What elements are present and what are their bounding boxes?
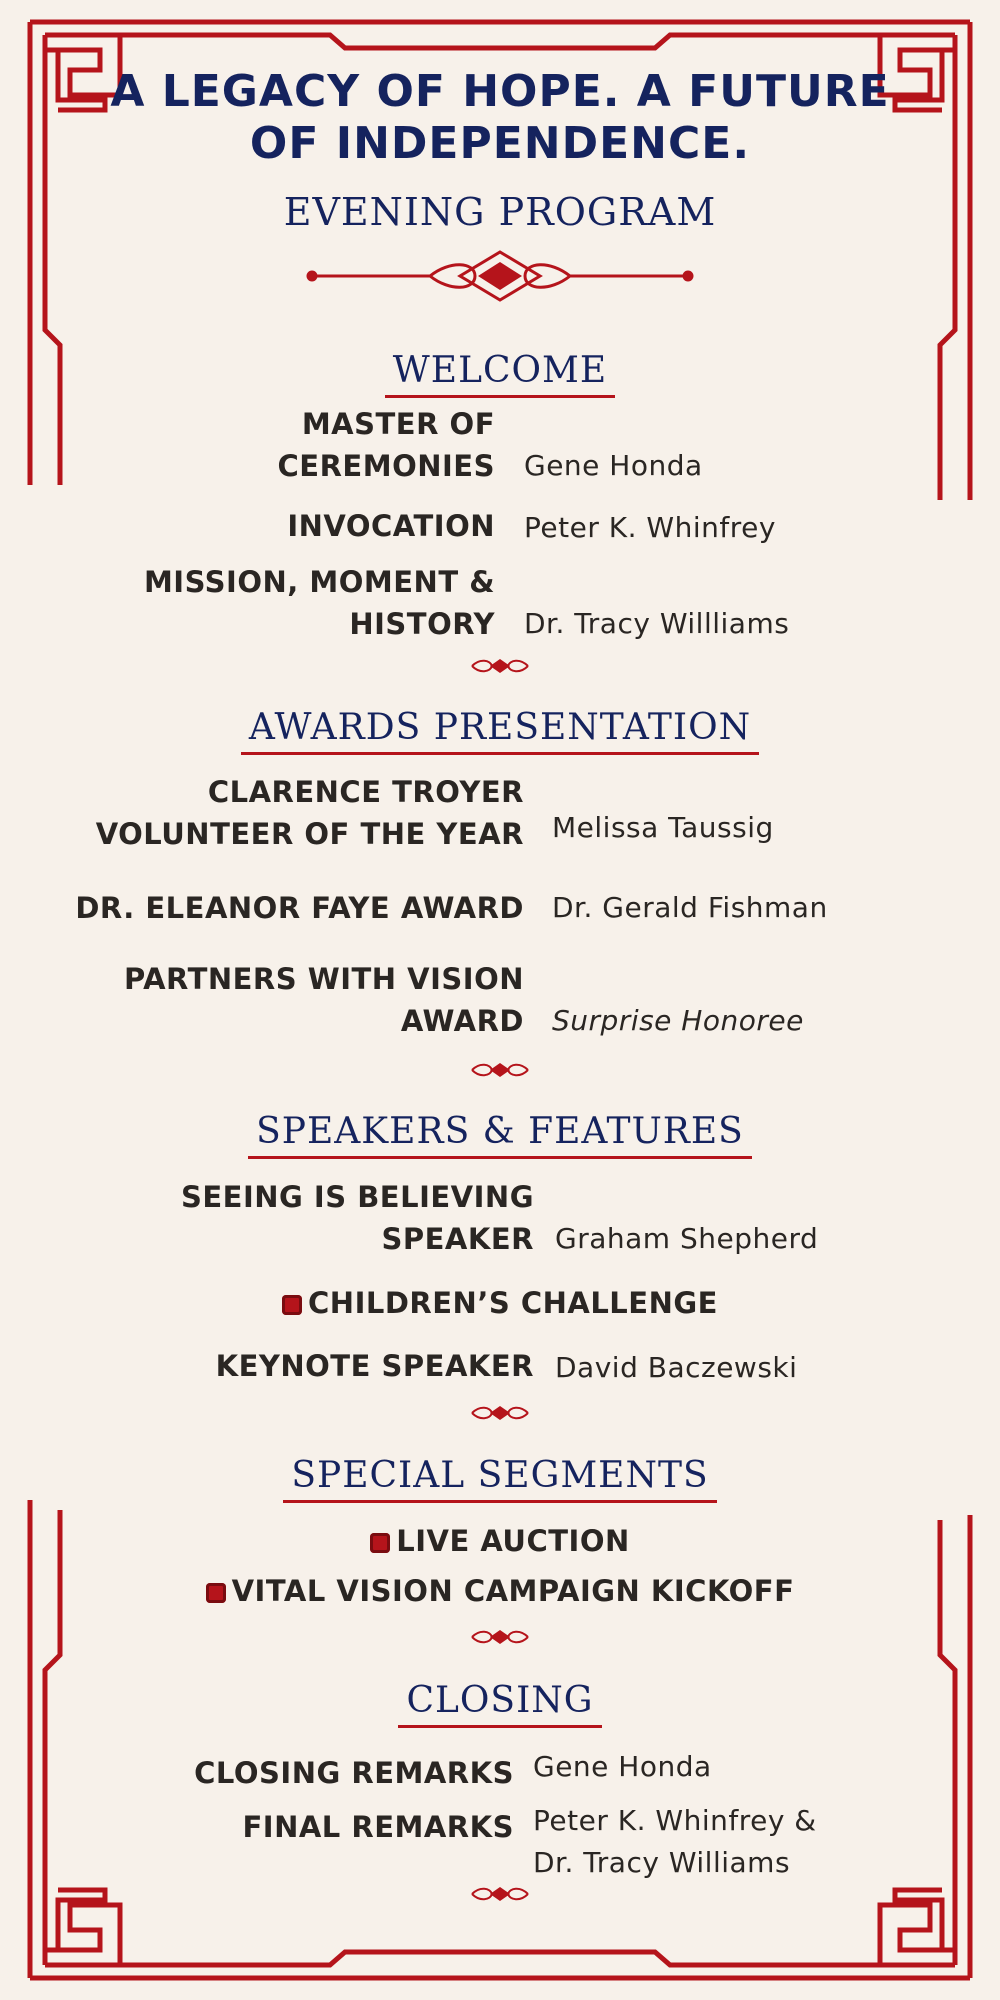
program-item-centered: LIVE AUCTION (0, 1520, 1000, 1562)
row-value: Peter K. Whinfrey (524, 511, 776, 544)
row-value: Graham Shepherd (555, 1222, 819, 1255)
section-heading-awards: AWARDS PRESENTATION (0, 707, 1000, 755)
row-value: Surprise Honoree (552, 1004, 804, 1037)
row-label: PARTNERS WITH VISION AWARD (124, 962, 524, 1038)
section-heading-special: SPECIAL SEGMENTS (0, 1455, 1000, 1503)
small-ornament-icon (468, 1060, 532, 1080)
row-label: INVOCATION (287, 509, 495, 543)
section-heading-welcome: WELCOME (0, 350, 1000, 398)
bullet-icon (282, 1295, 302, 1315)
row-label: CLOSING REMARKS (194, 1756, 514, 1790)
row-label: KEYNOTE SPEAKER (215, 1349, 534, 1383)
bullet-icon (206, 1583, 226, 1603)
row-label: MISSION, MOMENT & HISTORY (143, 565, 495, 641)
row-value: David Baczewski (555, 1351, 798, 1384)
row-label: DR. ELEANOR FAYE AWARD (75, 891, 524, 925)
row-label: FINAL REMARKS (242, 1810, 514, 1844)
bullet-icon (370, 1533, 390, 1553)
row-label: SEEING IS BELIEVING SPEAKER (180, 1180, 534, 1256)
section-heading-closing: CLOSING (0, 1680, 1000, 1728)
row-value: Gene Honda (524, 449, 703, 482)
section-heading-speakers: SPEAKERS & FEATURES (0, 1111, 1000, 1159)
row-label: CLARENCE TROYER VOLUNTEER OF THE YEAR (95, 775, 524, 851)
row-value: Gene Honda (533, 1750, 712, 1783)
program-item-centered: VITAL VISION CAMPAIGN KICKOFF (0, 1570, 1000, 1612)
program-subtitle: EVENING PROGRAM (283, 190, 717, 234)
small-ornament-icon (468, 1884, 532, 1904)
row-label: MASTER OF CEREMONIES (277, 407, 495, 483)
row-value: Dr. Tracy Willliams (524, 607, 790, 640)
row-value: Dr. Gerald Fishman (552, 891, 828, 924)
small-ornament-icon (468, 1403, 532, 1423)
small-ornament-icon (468, 1627, 532, 1647)
page-title: A LEGACY OF HOPE. A FUTURE OF INDEPENDENCE. (110, 66, 890, 169)
row-value: Melissa Taussig (552, 811, 774, 844)
row-value: Peter K. Whinfrey & Dr. Tracy Williams (533, 1804, 817, 1879)
small-ornament-icon (468, 656, 532, 676)
ornament-divider-icon (300, 250, 700, 302)
program-item-centered: CHILDREN’S CHALLENGE (0, 1282, 1000, 1324)
